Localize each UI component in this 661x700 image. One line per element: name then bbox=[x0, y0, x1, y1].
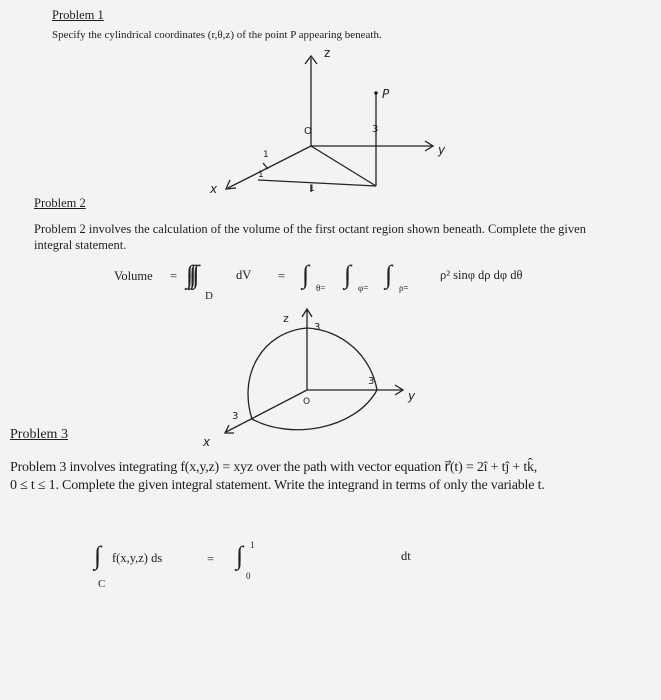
line-integral-lhs: f(x,y,z) ds bbox=[112, 551, 163, 565]
problem3-line2: 0 ≤ t ≤ 1. Complete the given integral statement. Write the integrand in terms of only the variable t. bbox=[10, 478, 545, 493]
contour-c: C bbox=[98, 578, 106, 590]
p1-y-label: y bbox=[438, 143, 446, 157]
p2-r-right: 3 bbox=[368, 376, 375, 387]
triple-integral: ∫∫∫ bbox=[186, 260, 196, 289]
volume-label: Volume bbox=[114, 269, 153, 283]
p1-p-label: P bbox=[382, 87, 390, 101]
definite-integral: ∫ bbox=[236, 541, 244, 570]
p1-x-label: x bbox=[210, 182, 218, 196]
limit-rho: ρ= bbox=[399, 283, 409, 293]
p1-origin-label: O bbox=[304, 126, 312, 137]
dv-label: dV bbox=[236, 268, 252, 282]
p2-origin-label: O bbox=[303, 397, 311, 407]
p2-x-label: x bbox=[203, 435, 211, 449]
p1-tick-label-1: 1 bbox=[263, 150, 269, 160]
problem1-text: Specify the cylindrical coordinates (r,θ,z) of the point P appearing beneath. bbox=[52, 29, 382, 41]
region-d: D bbox=[205, 290, 213, 302]
lower-limit: 0 bbox=[246, 571, 251, 581]
problem2-line2: integral statement. bbox=[34, 238, 127, 252]
p2-z-label: z bbox=[283, 312, 289, 325]
p1-tick-label-2: 1 bbox=[258, 170, 264, 180]
p1-height-label: 3 bbox=[372, 124, 379, 135]
p2-r-left: 3 bbox=[232, 411, 239, 422]
integral-theta: ∫ bbox=[302, 260, 310, 289]
integral-rho: ∫ bbox=[385, 260, 393, 289]
limit-theta: θ= bbox=[316, 283, 326, 293]
problem2-line1: Problem 2 involves the calculation of the volume of the first octant region shown beneath. Complete the given bbox=[34, 222, 586, 236]
spherical-integrand: ρ² sinφ dρ dφ dθ bbox=[440, 268, 523, 282]
equals-3: = bbox=[207, 552, 215, 566]
p1-z-label: z bbox=[324, 46, 331, 60]
problem2-heading: Problem 2 bbox=[34, 196, 86, 210]
equals-2: = bbox=[278, 269, 286, 283]
equals-1: = bbox=[170, 269, 178, 283]
p2-r-top: 3 bbox=[314, 322, 321, 333]
limit-phi: φ= bbox=[358, 283, 369, 293]
problem3-heading: Problem 3 bbox=[10, 427, 68, 442]
problem3-line1: Problem 3 involves integrating f(x,y,z) = xyz over the path with vector equation r⃗(t) = 2î + tĵ + tk̂, bbox=[10, 460, 538, 475]
p2-arc-yz bbox=[307, 328, 377, 390]
p2-y-label: y bbox=[408, 389, 416, 403]
p2-arc-xy bbox=[252, 390, 377, 430]
integral-phi: ∫ bbox=[344, 260, 352, 289]
line-integral: ∫ bbox=[94, 541, 102, 570]
upper-limit: 1 bbox=[250, 540, 255, 550]
problem1-heading: Problem 1 bbox=[52, 8, 104, 22]
dt-label: dt bbox=[401, 549, 411, 563]
p1-tick-label-3: 1 bbox=[309, 184, 315, 194]
